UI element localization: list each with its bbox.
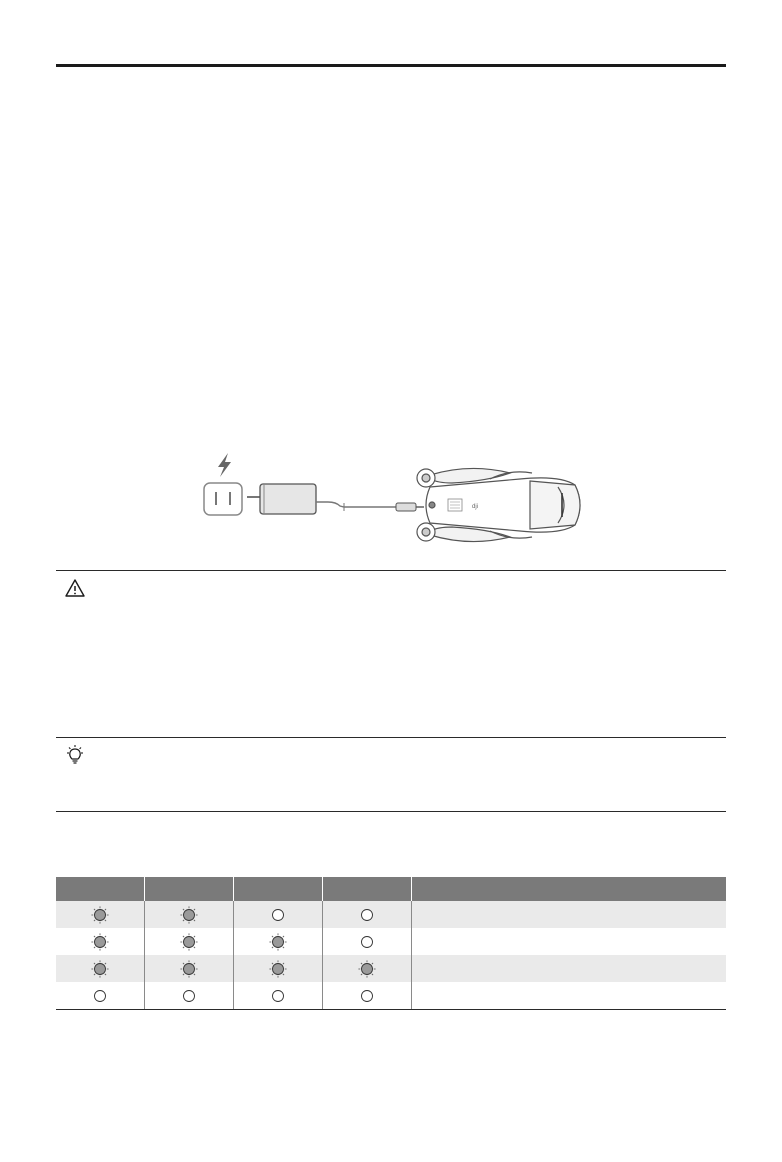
- table-header-cell: [323, 877, 412, 901]
- led-cell: [323, 955, 412, 982]
- led-cell: [323, 928, 412, 955]
- led-blinking-icon: [180, 960, 198, 978]
- battery-level-text: [412, 982, 727, 1010]
- table-header-cell: [234, 877, 323, 901]
- led-cell: [56, 982, 145, 1010]
- led-blinking-icon: [91, 906, 109, 924]
- tip-callout: [56, 737, 726, 812]
- led-cell: [234, 928, 323, 955]
- led-cell: [323, 901, 412, 928]
- lightbulb-icon: [64, 744, 86, 766]
- led-off-icon: [358, 933, 376, 951]
- charging-cable: [316, 502, 396, 507]
- top-rule: [56, 64, 726, 67]
- led-cell: [323, 982, 412, 1010]
- battery-level-text: [412, 955, 727, 982]
- led-cell: [234, 982, 323, 1010]
- led-cell: [145, 901, 234, 928]
- led-off-icon: [358, 906, 376, 924]
- led-cell: [56, 901, 145, 928]
- led-off-icon: [269, 906, 287, 924]
- warning-triangle-icon: [64, 577, 86, 599]
- led-cell: [56, 928, 145, 955]
- charging-illustration: [190, 445, 590, 565]
- led-cell: [234, 955, 323, 982]
- led-blinking-icon: [269, 933, 287, 951]
- led-off-icon: [269, 987, 287, 1005]
- led-cell: [145, 982, 234, 1010]
- table-row: [56, 901, 726, 928]
- led-off-icon: [91, 987, 109, 1005]
- svg-text:dji: dji: [472, 504, 479, 510]
- warning-callout: [56, 570, 726, 737]
- table-header-cell: [56, 877, 145, 901]
- table-header-cell: [412, 877, 727, 901]
- led-cell: [145, 928, 234, 955]
- led-off-icon: [358, 987, 376, 1005]
- battery-level-text: [412, 901, 727, 928]
- table-header-row: [56, 877, 726, 901]
- led-cell: [234, 901, 323, 928]
- table-row: [56, 982, 726, 1010]
- table-row: [56, 928, 726, 955]
- led-blinking-icon: [180, 906, 198, 924]
- battery-level-table: [56, 877, 726, 1010]
- table-row: [56, 955, 726, 982]
- lightning-bolt-icon: [218, 453, 231, 477]
- battery-level-text: [412, 928, 727, 955]
- led-blinking-icon: [180, 933, 198, 951]
- charger: [260, 484, 316, 514]
- wall-outlet: [204, 483, 242, 515]
- led-blinking-icon: [91, 933, 109, 951]
- led-blinking-icon: [269, 960, 287, 978]
- led-blinking-icon: [358, 960, 376, 978]
- table-header-cell: [145, 877, 234, 901]
- led-off-icon: [180, 987, 198, 1005]
- led-cell: [145, 955, 234, 982]
- drone: [417, 468, 580, 541]
- led-blinking-icon: [91, 960, 109, 978]
- charging-diagram: [190, 445, 590, 565]
- led-cell: [56, 955, 145, 982]
